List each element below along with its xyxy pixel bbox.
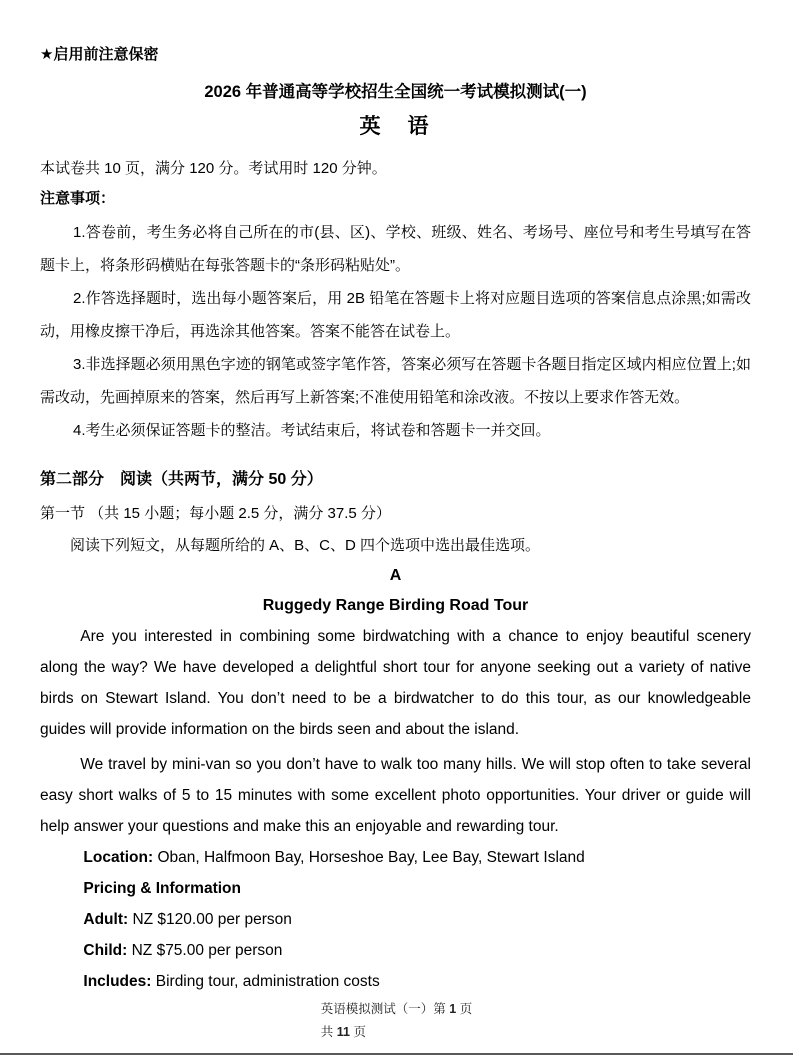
- detail-text: NZ $120.00 per person: [128, 911, 292, 928]
- bottom-divider: [0, 1053, 793, 1055]
- detail-includes: [40, 966, 751, 997]
- passage-label: A: [389, 567, 402, 584]
- footer-line2-suffix: 页: [349, 1025, 366, 1039]
- notice-item-4: 4.考生必须保证答题卡的整洁。考试结束后，将试卷和答题卡一并交回。: [73, 422, 551, 439]
- subject-title: 英 语: [359, 115, 432, 138]
- notice-item-3: 3.非选择题必须用黑色字迹的钢笔或签字笔作答，答案必须写在答题卡各题目指定区域内相应位置上;如需改动，先画掉原来的答案，然后再写上新答案;不准使用铅笔和涂改液。不按以上要求作答无效。: [40, 356, 751, 406]
- detail-child-price: [40, 935, 751, 966]
- page-footer: [0, 998, 793, 1044]
- page-footer-text: [321, 998, 472, 1044]
- detail-label: Child:: [83, 942, 128, 959]
- detail-adult-price: [40, 904, 751, 935]
- passage-title: Ruggedy Range Birding Road Tour: [262, 597, 529, 614]
- detail-label: Location:: [83, 849, 154, 866]
- footer-line1-suffix: 页: [456, 1002, 473, 1016]
- detail-location: [40, 842, 751, 873]
- footer-line1-prefix: 英语模拟测试（一）第: [320, 1002, 450, 1016]
- notice-heading: 注意事项：: [40, 190, 116, 207]
- detail-text: NZ $75.00 per person: [127, 942, 283, 959]
- notice-item-2: 2.作答选择题时，选出每小题答案后，用 2B 铅笔在答题卡上将对应题目选项的答案信息点涂黑;如需改动，用橡皮擦干净后，再选涂其他答案。答案不能答在试卷上。: [40, 290, 751, 340]
- footer-line2-prefix: 共: [320, 1025, 337, 1039]
- detail-label: Pricing & Information: [83, 880, 241, 897]
- reading-instruction: 阅读下列短文，从每题所给的 A、B、C、D 四个选项中选出最佳选项。: [70, 537, 541, 554]
- passage-paragraph-1: Are you interested in combining some birdwatching with a chance to enjoy beautiful scenery along the way? We have developed a delightful short tour for anyone seeking out a variety of native birds on Stewart Island. You don’t need to be a birdwatcher to do this tour, as our knowledgeable guides will provide information on the birds seen and about the island.: [40, 628, 751, 738]
- exam-info-line: 本试卷共 10 页，满分 120 分。考试用时 120 分钟。: [40, 160, 387, 177]
- footer-total-pages: 11: [336, 1025, 350, 1039]
- detail-text: Birding tour, administration costs: [151, 973, 380, 990]
- footer-page-number: 1: [449, 1002, 457, 1016]
- security-notice: ★启用前注意保密: [40, 46, 159, 63]
- section-one-heading: 第一节 （共 15 小题；每小题 2.5 分，满分 37.5 分）: [40, 505, 391, 522]
- notice-item-1: 1.答卷前，考生务必将自己所在的市(县、区)、学校、班级、姓名、考场号、座位号和考生号填写在答题卡上，将条形码横贴在每张答题卡的“条形码粘贴处”。: [40, 224, 751, 274]
- footer-line-2: [321, 1021, 472, 1044]
- detail-label: Includes:: [83, 973, 152, 990]
- detail-label: Adult:: [83, 911, 129, 928]
- detail-text: Oban, Halfmoon Bay, Horseshoe Bay, Lee Bay, Stewart Island: [153, 849, 585, 866]
- detail-pricing-heading: [40, 873, 751, 904]
- exam-title: 2026 年普通高等学校招生全国统一考试模拟测试(一): [204, 83, 587, 101]
- passage-paragraph-2: We travel by mini-van so you don’t have to walk too many hills. We will stop often to take several easy short walks of 5 to 15 minutes with some excellent photo opportunities. Your driver or guide will help answer your questions and make this an enjoyable and rewarding tour.: [40, 756, 751, 835]
- part-two-heading: 第二部分 阅读（共两节，满分 50 分）: [40, 471, 323, 488]
- footer-line-1: [321, 998, 472, 1021]
